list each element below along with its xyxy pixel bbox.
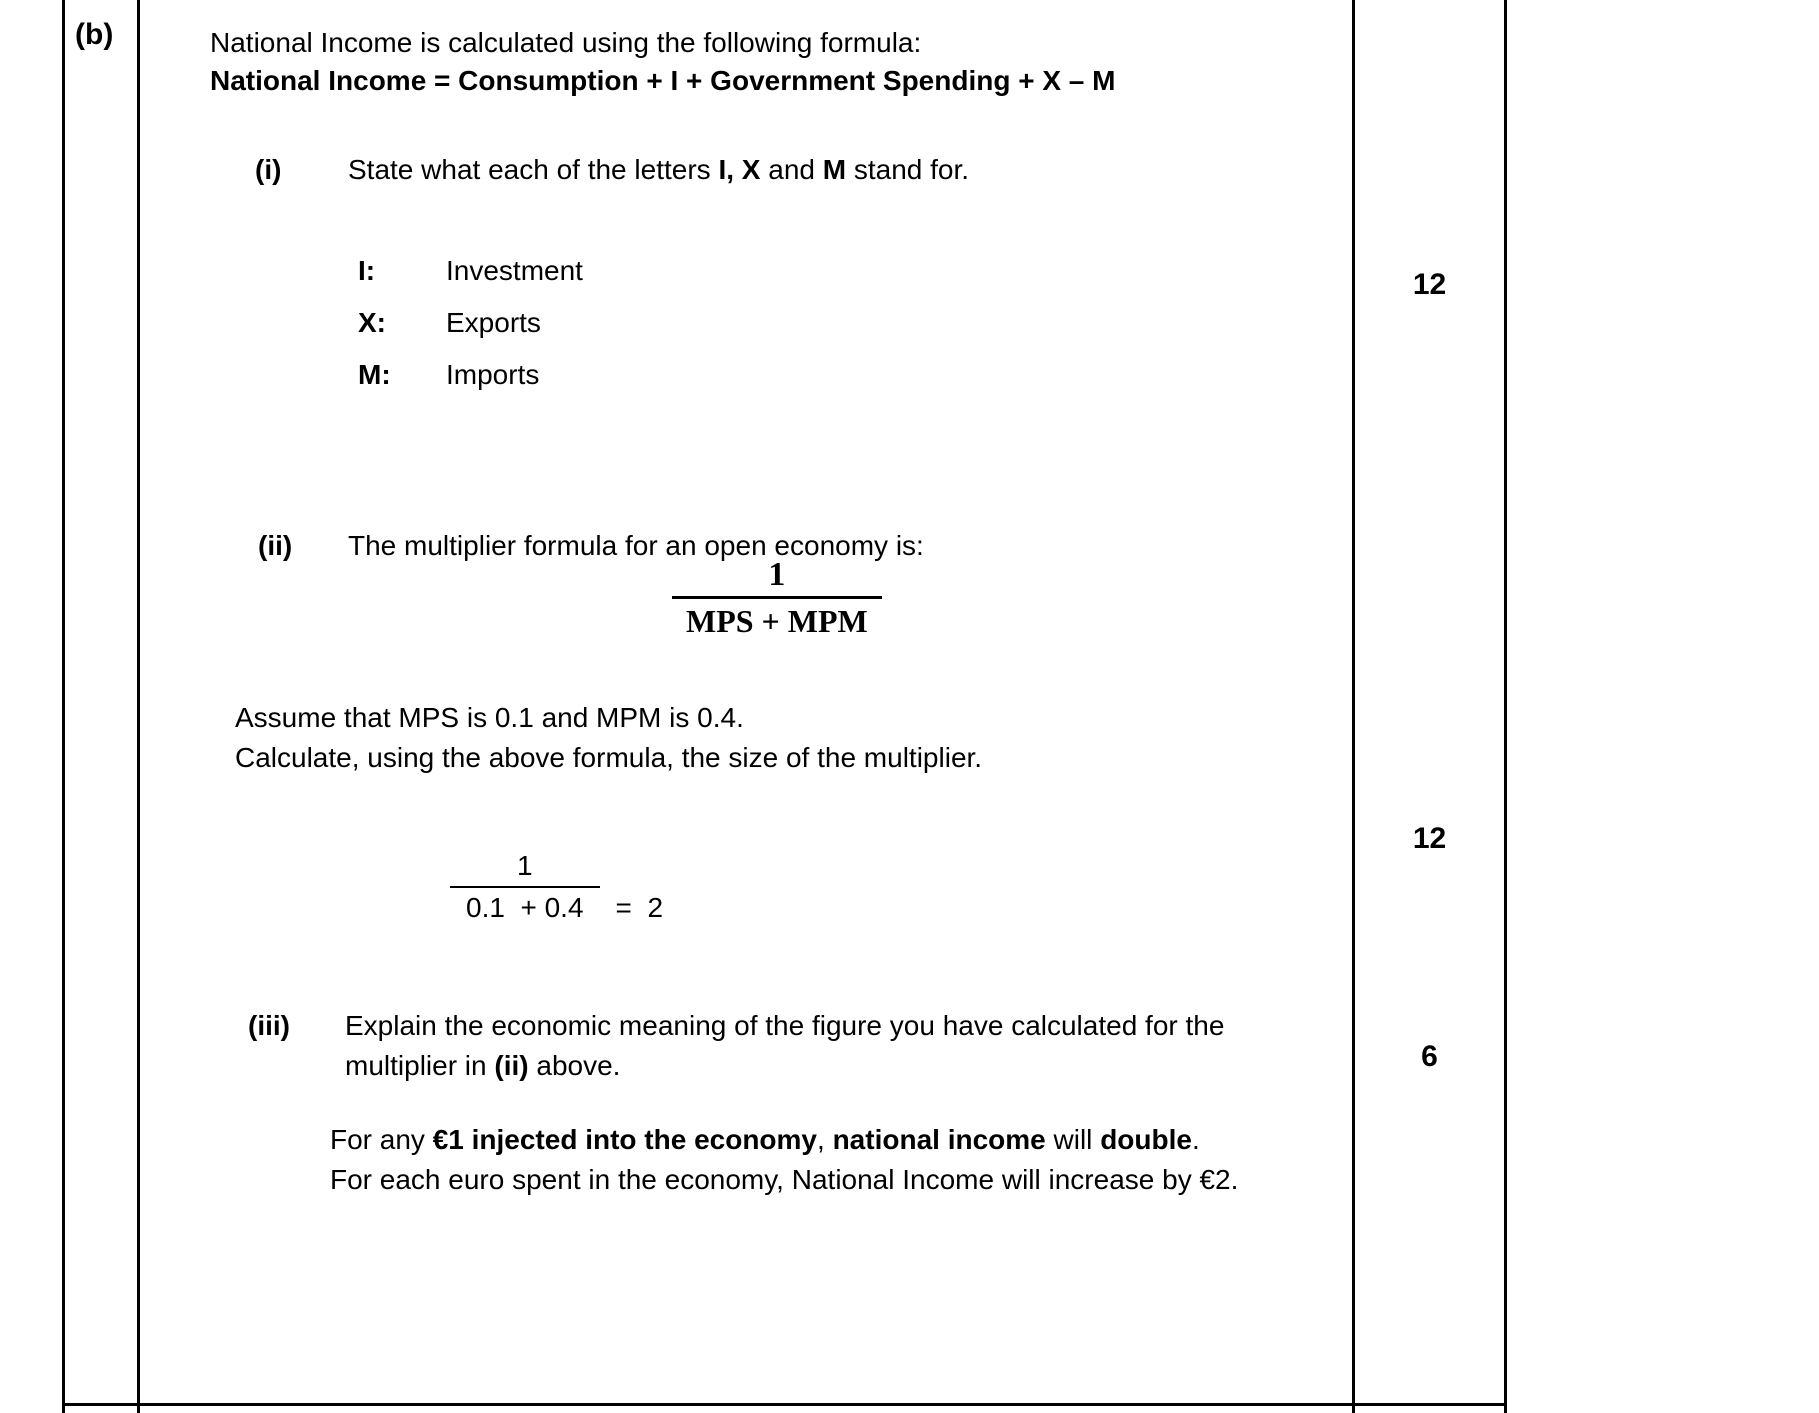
formula-denominator: MPS + MPM (672, 596, 882, 640)
intro-line: National Income is calculated using the following formula: (210, 27, 922, 58)
part-label-column (62, 0, 140, 1413)
formula-numerator: 1 (768, 556, 786, 593)
subquestion-iii-answer-1 (330, 1122, 1200, 1158)
national-income-formula: National Income = Consumption + I + Government Spending + X – M (210, 65, 1116, 96)
subquestion-iii-answer-2: For each euro spent in the economy, National Income will increase by €2. (330, 1164, 1239, 1195)
subquestion-ii-text: The multiplier formula for an open economy is: (348, 530, 924, 561)
assumption-line-2: Calculate, using the above formula, the size of the multiplier. (235, 742, 983, 773)
mark-value-ii: 12 (1412, 822, 1447, 855)
multiplier-formula (672, 556, 882, 640)
table-bottom-border (62, 1403, 1507, 1406)
calculation-numerator: 1 (516, 850, 533, 881)
a1-mid1: , (817, 1124, 833, 1155)
subquestion-ii-label: (ii) (258, 530, 293, 561)
q3-line2-post: above. (528, 1050, 621, 1081)
a1-pre: For any (330, 1124, 433, 1155)
answer-row-imports (358, 359, 539, 391)
q3-line2-pre: multiplier in (345, 1050, 495, 1081)
answer-meaning: Imports (446, 359, 540, 390)
calculation-fraction (450, 850, 600, 924)
q1-text-bold2: M (822, 154, 847, 185)
part-label: (b) (75, 18, 114, 51)
q3-line2-bold: (ii) (494, 1050, 529, 1081)
question-content-column (140, 0, 1352, 1413)
subquestion-iii-text-line1: Explain the economic meaning of the figure you have calculated for the (345, 1010, 1225, 1041)
a1-bold1: €1 injected into the economy (432, 1124, 818, 1155)
mark-value-iii: 6 (1421, 1040, 1438, 1073)
answer-letter: M: (358, 359, 391, 390)
answer-meaning: Investment (446, 255, 583, 286)
calculation-result: = 2 (615, 892, 664, 923)
answer-letter: I: (358, 255, 376, 286)
q1-text-bold1: I, X (718, 154, 761, 185)
assumption-line-1: Assume that MPS is 0.1 and MPM is 0.4. (235, 702, 744, 733)
subquestion-iii-text-line2 (345, 1048, 620, 1084)
subquestion-iii-label: (iii) (248, 1010, 290, 1041)
a1-bold3: double (1100, 1124, 1192, 1155)
q1-text-post: stand for. (846, 154, 970, 185)
answer-row-investment (358, 255, 583, 287)
marks-column (1352, 0, 1507, 1413)
a1-bold2: national income (832, 1124, 1046, 1155)
answer-letter: X: (358, 307, 386, 338)
answer-meaning: Exports (446, 307, 541, 338)
calculation-denominator: 0.1 + 0.4 (450, 886, 600, 924)
q1-text-mid: and (760, 154, 823, 185)
question-table (62, 0, 1507, 1413)
a1-mid2: will (1045, 1124, 1101, 1155)
subquestion-i-label: (i) (255, 154, 282, 185)
formula-fraction (672, 556, 882, 640)
answer-row-exports (358, 307, 541, 339)
mark-value-i: 12 (1412, 268, 1447, 301)
q1-text-pre: State what each of the letters (348, 154, 719, 185)
subquestion-i-text (348, 152, 969, 188)
a1-post: . (1191, 1124, 1200, 1155)
multiplier-calculation (450, 850, 663, 924)
